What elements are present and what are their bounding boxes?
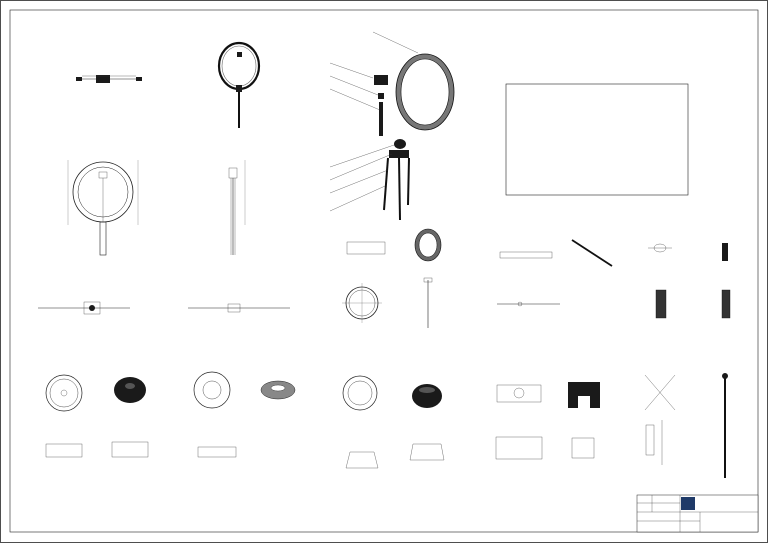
title-block [637, 495, 758, 532]
bom-table [506, 84, 688, 195]
logo-icon [681, 497, 695, 510]
